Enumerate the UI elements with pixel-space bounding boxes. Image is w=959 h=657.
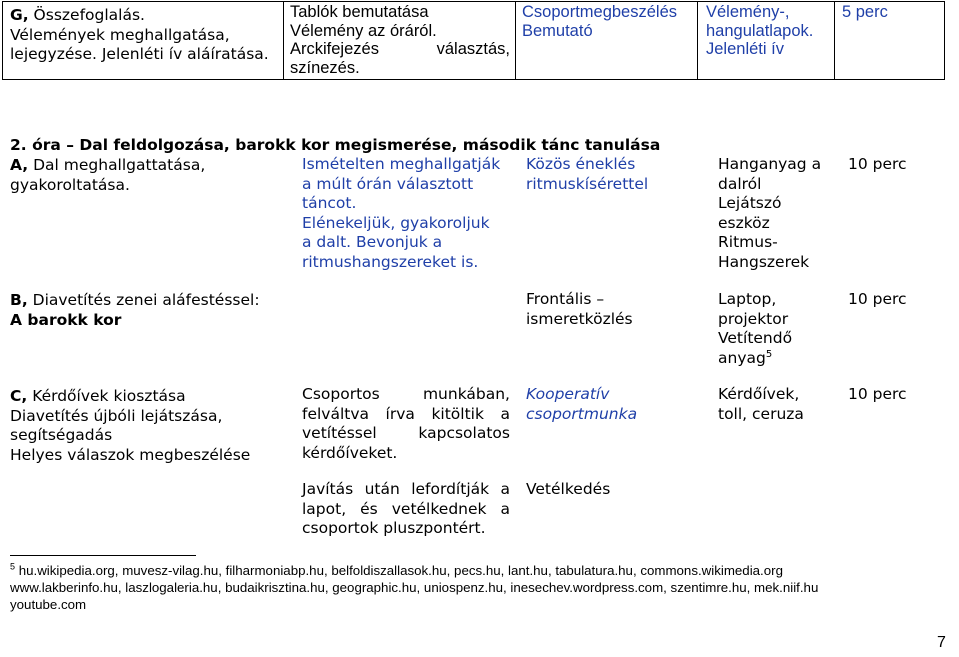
row-b-time: 10 perc bbox=[848, 290, 907, 308]
table-border-col3 bbox=[515, 1, 516, 80]
top-row-letter: G, bbox=[10, 6, 29, 24]
row-c-cell-4: Kérdőívek, toll, ceruza bbox=[718, 385, 804, 423]
row-c-cell-3: Kooperatív csoportmunka bbox=[526, 385, 638, 423]
top-row-cell-4: Vélemény-, hangulatlapok. Jelenléti ív bbox=[706, 3, 814, 58]
row-a-cell-4: Hanganyag a dalról Lejátszó eszköz Ritmus- Hangszerek bbox=[718, 155, 822, 271]
table-border-col5 bbox=[834, 1, 835, 80]
row-b-letter: B, bbox=[10, 291, 28, 309]
footnote: $^5$ hu.wikipedia.org, muvesz-vilag.hu, filharmoniabp.hu, belfoldiszallasok.hu, pecs.hu, lant.hu, tabulatura.hu, commons.wikimedia.org www.lakberinfo.hu, laszlogaleria.hu, budaikrisztina.hu, geographic.hu, uniospenz.hu, inesechev.wordpress.com, szentimre.hu, mek.niif.hu youtube.com bbox=[10, 561, 819, 612]
footnote-separator bbox=[10, 555, 196, 556]
top-row-cell-1: G, Összefoglalás. Vélemények meghallgatása, lejegyzése. Jelenléti ív aláíratása. bbox=[10, 6, 269, 63]
table-border-left bbox=[2, 1, 3, 80]
row-b-cell-3: Frontális – ismeretközlés bbox=[526, 290, 633, 328]
row-a-cell-1: A, Dal meghallgattatása, gyakoroltatása. bbox=[10, 156, 206, 194]
row-d-cell-3: Vetélkedés bbox=[526, 480, 611, 498]
row-a-cell-2: Ismételten meghallgatják a múlt órán választott táncot. Elénekeljük, gyakoroljuk a dalt. Bevonjuk a ritmushangszereket is. bbox=[302, 155, 501, 271]
page-number: 7 bbox=[937, 634, 946, 651]
section-title: 2. óra – Dal feldolgozása, barokk kor megismerése, második tánc tanulása bbox=[10, 136, 661, 154]
row-a-letter: A, bbox=[10, 156, 29, 174]
top-row-time: 5 perc bbox=[842, 3, 888, 21]
table-border-row1-bottom bbox=[2, 79, 944, 80]
table-border-col2 bbox=[283, 1, 284, 80]
row-b-cell-4: Laptop, projektor Vetítendő anyag$^5$ bbox=[718, 290, 793, 367]
row-a-cell-3: Közös éneklés ritmuskísérettel bbox=[526, 155, 649, 193]
top-row-cell-2: Tablók bemutatása Vélemény az óráról. Arckifejezés választás, színezés. bbox=[290, 3, 510, 77]
row-a-time: 10 perc bbox=[848, 155, 907, 173]
row-c-cell-2: Csoportos munkában, felváltva írva kitöltik a vetítéssel kapcsolatos kérdőíveket. bbox=[302, 385, 510, 462]
table-border-top bbox=[2, 1, 944, 2]
table-border-right bbox=[944, 1, 945, 80]
row-c-time: 10 perc bbox=[848, 385, 907, 403]
row-c-cell-1: C, Kérdőívek kiosztása Diavetítés újbóli lejátszása, segítségadás Helyes válaszok megbeszélése bbox=[10, 387, 251, 464]
table-border-col4 bbox=[697, 1, 698, 80]
footnote-mark: 5 bbox=[10, 561, 16, 572]
row-c-letter: C, bbox=[10, 387, 28, 405]
row-b-cell-1: B, Diavetítés zenei aláfestéssel: A barokk kor bbox=[10, 291, 295, 330]
top-row-cell-3: Csoportmegbeszélés Bemutató bbox=[522, 3, 677, 40]
row-d-cell-2: Javítás után lefordítják a lapot, és vetélkednek a csoportok pluszpontért. bbox=[302, 480, 510, 537]
row-b-topic: A barokk kor bbox=[10, 310, 122, 329]
footnote-ref: 5 bbox=[765, 348, 773, 360]
